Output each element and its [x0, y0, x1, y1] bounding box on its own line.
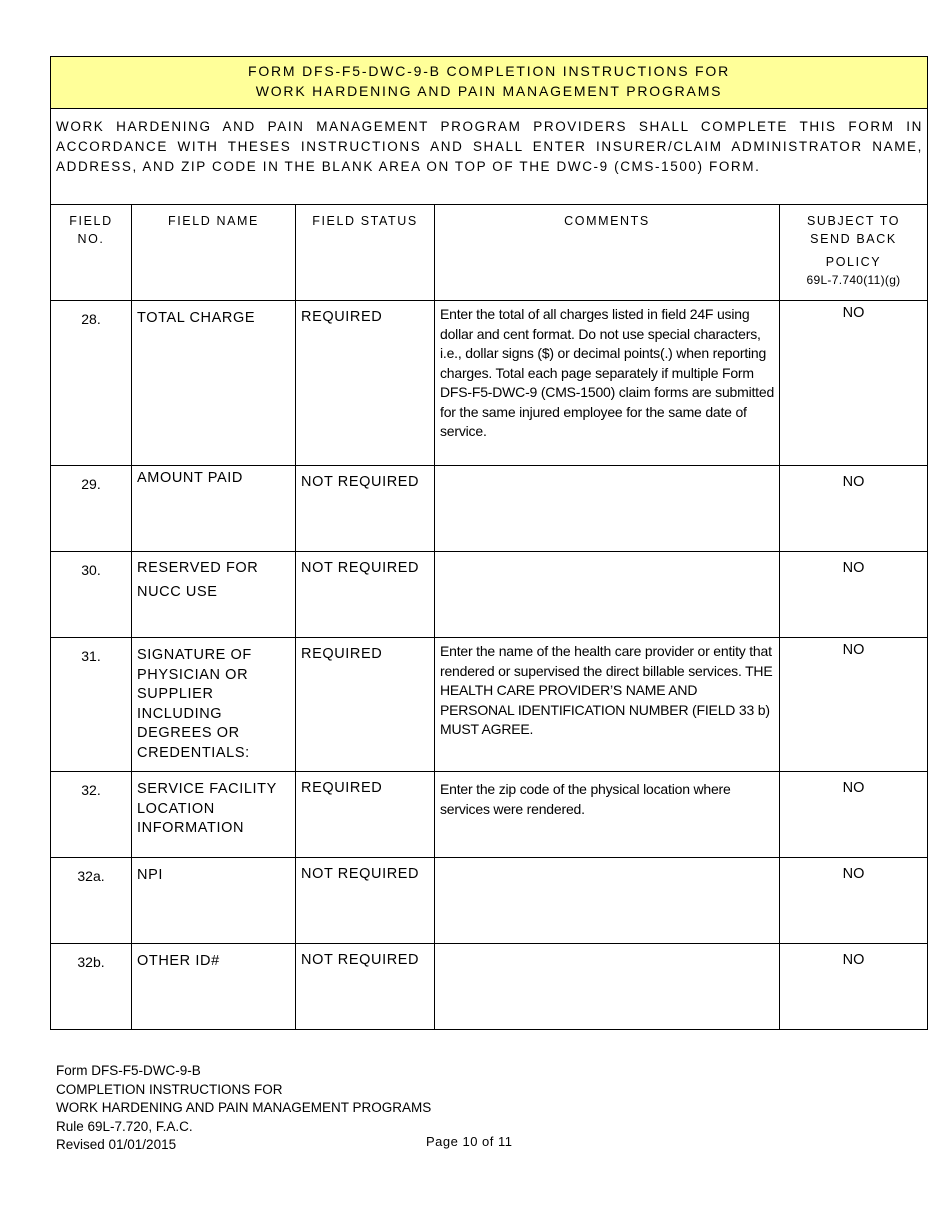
field-no: 32b.: [51, 944, 132, 1030]
field-name: RESERVED FOR NUCC USE: [132, 552, 296, 638]
field-send-back: NO: [780, 638, 928, 772]
field-comments: [435, 944, 780, 1030]
header-field-no-line1: FIELD: [69, 214, 113, 228]
field-comments: Enter the zip code of the physical location where services were rendered.: [435, 772, 780, 858]
field-name: SIGNATURE OF PHYSICIAN OR SUPPLIER INCLUDING DEGREES OR CREDENTIALS:: [132, 638, 296, 772]
header-field-no: [51, 205, 132, 301]
instructions-table: [50, 56, 928, 1030]
field-comments: [435, 466, 780, 552]
field-name: SERVICE FACILITY LOCATION INFORMATION: [132, 772, 296, 858]
field-status: NOT REQUIRED: [296, 466, 435, 552]
field-no: 32.: [51, 772, 132, 858]
table-row: [51, 466, 928, 552]
field-send-back: NO: [780, 552, 928, 638]
field-send-back: NO: [780, 466, 928, 552]
header-send-back-rule: 69L-7.740(11)(g): [806, 273, 901, 287]
field-no: 29.: [51, 466, 132, 552]
field-no: 28.: [51, 301, 132, 466]
field-comments: Enter the total of all charges listed in field 24F using dollar and cent format. Do not use special characters, i.e., dollar signs ($) or decimal points(.) when reporting charges. Total each page separately if multiple Form DFS-F5-DWC-9 (CMS-1500) claim forms are submitted for the same injured employee for the same date of service.: [435, 301, 780, 466]
table-row: [51, 301, 928, 466]
field-status: NOT REQUIRED: [296, 858, 435, 944]
header-send-back: [780, 205, 928, 301]
field-comments: Enter the name of the health care provider or entity that rendered or supervised the direct billable services. THE HEALTH CARE PROVIDER’S NAME AND PERSONAL IDENTIFICATION NUMBER (FIELD 33 b) MUST AGREE.: [435, 638, 780, 772]
footer: [56, 1062, 431, 1155]
form-title-line2: WORK HARDENING AND PAIN MANAGEMENT PROGRAMS: [255, 83, 723, 99]
field-comments: [435, 858, 780, 944]
intro-text: WORK HARDENING AND PAIN MANAGEMENT PROGRAM PROVIDERS SHALL COMPLETE THIS FORM IN ACCORDANCE WITH THESES INSTRUCTIONS AND SHALL ENTER INSURER/CLAIM ADMINISTRATOR NAME, ADDRESS, AND ZIP CODE IN THE BLANK AREA ON TOP OF THE DWC-9 (CMS-1500) FORM.: [51, 109, 928, 205]
field-comments: [435, 552, 780, 638]
header-send-back-line3: POLICY: [825, 255, 882, 269]
header-field-name: FIELD NAME: [132, 205, 296, 301]
field-status: NOT REQUIRED: [296, 552, 435, 638]
header-field-no-line2: NO.: [77, 232, 105, 246]
field-status: NOT REQUIRED: [296, 944, 435, 1030]
field-send-back: NO: [780, 301, 928, 466]
field-status: REQUIRED: [296, 638, 435, 772]
page-number: Page 10 of 11: [426, 1134, 513, 1149]
table-row: [51, 944, 928, 1030]
table-row: [51, 772, 928, 858]
form-title-line1: FORM DFS-F5-DWC-9-B COMPLETION INSTRUCTIONS FOR: [247, 63, 731, 79]
field-send-back: NO: [780, 772, 928, 858]
header-send-back-line1: SUBJECT TO: [806, 214, 901, 228]
table-row: [51, 552, 928, 638]
field-status: REQUIRED: [296, 772, 435, 858]
field-name: TOTAL CHARGE: [132, 301, 296, 466]
field-no: 32a.: [51, 858, 132, 944]
field-name: NPI: [132, 858, 296, 944]
field-no: 30.: [51, 552, 132, 638]
header-row: [51, 205, 928, 301]
field-status: REQUIRED: [296, 301, 435, 466]
header-send-back-line2: SEND BACK: [810, 232, 897, 246]
footer-form-id: Form DFS-F5-DWC-9-B: [56, 1063, 201, 1078]
footer-rule: Rule 69L-7.720, F.A.C.: [56, 1118, 193, 1134]
field-name: AMOUNT PAID: [132, 466, 296, 552]
header-field-status: FIELD STATUS: [296, 205, 435, 301]
header-comments: COMMENTS: [435, 205, 780, 301]
table-row: [51, 638, 928, 772]
field-name: OTHER ID#: [132, 944, 296, 1030]
field-send-back: NO: [780, 858, 928, 944]
footer-line3: WORK HARDENING AND PAIN MANAGEMENT PROGRAMS: [56, 1100, 432, 1115]
footer-line2: COMPLETION INSTRUCTIONS FOR: [56, 1081, 283, 1097]
table-row: [51, 858, 928, 944]
form-title: [51, 57, 928, 109]
field-no: 31.: [51, 638, 132, 772]
footer-revised: Revised 01/01/2015: [56, 1137, 177, 1152]
field-send-back: NO: [780, 944, 928, 1030]
